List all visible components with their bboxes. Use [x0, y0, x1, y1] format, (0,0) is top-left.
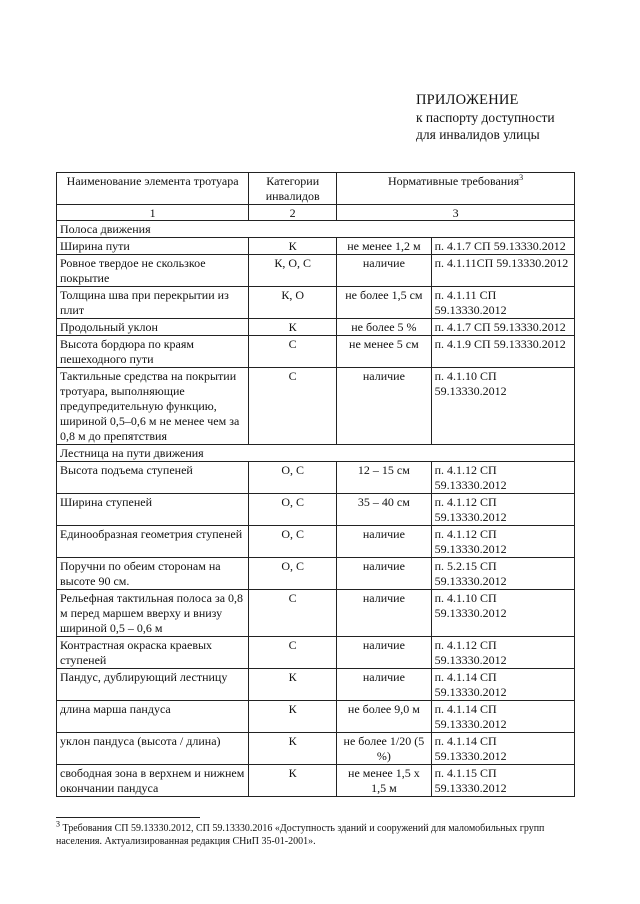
table-row: [57, 255, 575, 287]
element-name: Контрастная окраска краевых ступеней: [57, 637, 249, 669]
regulation-reference: п. 4.1.12 СП 59.13330.2012: [431, 462, 574, 494]
element-name: Единообразная геометрия ступеней: [57, 526, 249, 558]
requirements-table: [56, 172, 575, 797]
regulation-reference: п. 4.1.12 СП 59.13330.2012: [431, 526, 574, 558]
footnote-text: Требования СП 59.13330.2012, СП 59.13330.2016 «Доступность зданий и сооружений для маломобильных групп населения. Актуализированная редакция СНиП 35-01-2001».: [56, 823, 545, 847]
disability-category: О, С: [249, 494, 337, 526]
section-row: [57, 445, 575, 462]
column-number: 3: [337, 205, 575, 221]
regulation-reference: п. 4.1.14 СП 59.13330.2012: [431, 701, 574, 733]
disability-category: К: [249, 701, 337, 733]
footnote-divider: [56, 817, 200, 818]
column-number-row: [57, 205, 575, 221]
requirement-value: не менее 5 см: [337, 336, 431, 368]
appendix-subtitle-line2: для инвалидов улицы: [416, 127, 540, 142]
table-row: [57, 319, 575, 336]
requirement-value: наличие: [337, 255, 431, 287]
column-header-name: Наименование элемента тротуара: [57, 173, 249, 205]
requirement-value: наличие: [337, 526, 431, 558]
regulation-reference: п. 4.1.12 СП 59.13330.2012: [431, 637, 574, 669]
element-name: Тактильные средства на покрытии тротуара, выполняющие предупредительную функцию, шириной 0,5–0,6 м не менее чем за 0,8 м до препятствия: [57, 368, 249, 445]
section-row: [57, 221, 575, 238]
regulation-reference: п. 4.1.10 СП 59.13330.2012: [431, 368, 574, 445]
appendix-header: [416, 92, 555, 143]
requirement-value: 35 – 40 см: [337, 494, 431, 526]
regulation-reference: п. 4.1.9 СП 59.13330.2012: [431, 336, 574, 368]
requirement-value: не более 1/20 (5 %): [337, 733, 431, 765]
requirement-value: наличие: [337, 669, 431, 701]
table-row: [57, 701, 575, 733]
table-row: [57, 494, 575, 526]
table-row: [57, 637, 575, 669]
requirement-value: не более 1,5 см: [337, 287, 431, 319]
footnote-marker: 3: [519, 173, 524, 182]
disability-category: К: [249, 238, 337, 255]
element-name: Толщина шва при перекрытии из плит: [57, 287, 249, 319]
requirement-value: не более 9,0 м: [337, 701, 431, 733]
requirement-value: наличие: [337, 558, 431, 590]
disability-category: К: [249, 669, 337, 701]
disability-category: О, С: [249, 462, 337, 494]
disability-category: С: [249, 590, 337, 637]
requirement-value: не более 5 %: [337, 319, 431, 336]
regulation-reference: п. 4.1.12 СП 59.13330.2012: [431, 494, 574, 526]
table-row: [57, 526, 575, 558]
disability-category: К, О: [249, 287, 337, 319]
table-row: [57, 558, 575, 590]
table-row: [57, 368, 575, 445]
disability-category: К: [249, 733, 337, 765]
requirement-value: наличие: [337, 368, 431, 445]
disability-category: С: [249, 368, 337, 445]
element-name: Поручни по обеим сторонам на высоте 90 см.: [57, 558, 249, 590]
disability-category: С: [249, 336, 337, 368]
disability-category: К: [249, 319, 337, 336]
table-row: [57, 590, 575, 637]
element-name: свободная зона в верхнем и нижнем окончании пандуса: [57, 765, 249, 797]
regulation-reference: п. 4.1.10 СП 59.13330.2012: [431, 590, 574, 637]
column-number: 2: [249, 205, 337, 221]
table-row: [57, 733, 575, 765]
footnote: [56, 819, 576, 848]
requirement-value: 12 – 15 см: [337, 462, 431, 494]
element-name: Рельефная тактильная полоса за 0,8 м перед маршем вверху и внизу шириной 0,5 – 0,6 м: [57, 590, 249, 637]
disability-category: С: [249, 637, 337, 669]
element-name: Высота бордюра по краям пешеходного пути: [57, 336, 249, 368]
requirement-value: не менее 1,5 х 1,5 м: [337, 765, 431, 797]
table-body: [57, 221, 575, 797]
element-name: Пандус, дублирующий лестницу: [57, 669, 249, 701]
regulation-reference: п. 4.1.11СП 59.13330.2012: [431, 255, 574, 287]
table-row: [57, 669, 575, 701]
element-name: Продольный уклон: [57, 319, 249, 336]
table-row: [57, 765, 575, 797]
element-name: Ширина пути: [57, 238, 249, 255]
regulation-reference: п. 4.1.14 СП 59.13330.2012: [431, 733, 574, 765]
element-name: Высота подъема ступеней: [57, 462, 249, 494]
table-row: [57, 462, 575, 494]
section-title: Лестница на пути движения: [57, 445, 575, 462]
table-row: [57, 336, 575, 368]
regulation-reference: п. 4.1.7 СП 59.13330.2012: [431, 319, 574, 336]
regulation-reference: п. 4.1.15 СП 59.13330.2012: [431, 765, 574, 797]
appendix-title: ПРИЛОЖЕНИЕ: [416, 92, 519, 108]
table-row: [57, 238, 575, 255]
table-header-row: [57, 173, 575, 205]
disability-category: О, С: [249, 526, 337, 558]
element-name: длина марша пандуса: [57, 701, 249, 733]
column-header-category: Категории инвалидов: [249, 173, 337, 205]
element-name: Ровное твердое не скользкое покрытие: [57, 255, 249, 287]
appendix-subtitle-line1: к паспорту доступности: [416, 110, 555, 125]
requirement-value: наличие: [337, 590, 431, 637]
requirement-value: не менее 1,2 м: [337, 238, 431, 255]
requirement-value: наличие: [337, 637, 431, 669]
column-header-requirements: Нормативные требования$^3$: [337, 173, 575, 205]
element-name: уклон пандуса (высота / длина): [57, 733, 249, 765]
column-number: 1: [57, 205, 249, 221]
disability-category: О, С: [249, 558, 337, 590]
footnote-number: 3: [56, 819, 60, 829]
regulation-reference: п. 4.1.11 СП 59.13330.2012: [431, 287, 574, 319]
regulation-reference: п. 4.1.14 СП 59.13330.2012: [431, 669, 574, 701]
disability-category: К, О, С: [249, 255, 337, 287]
disability-category: К: [249, 765, 337, 797]
regulation-reference: п. 4.1.7 СП 59.13330.2012: [431, 238, 574, 255]
regulation-reference: п. 5.2.15 СП 59.13330.2012: [431, 558, 574, 590]
element-name: Ширина ступеней: [57, 494, 249, 526]
section-title: Полоса движения: [57, 221, 575, 238]
table-row: [57, 287, 575, 319]
